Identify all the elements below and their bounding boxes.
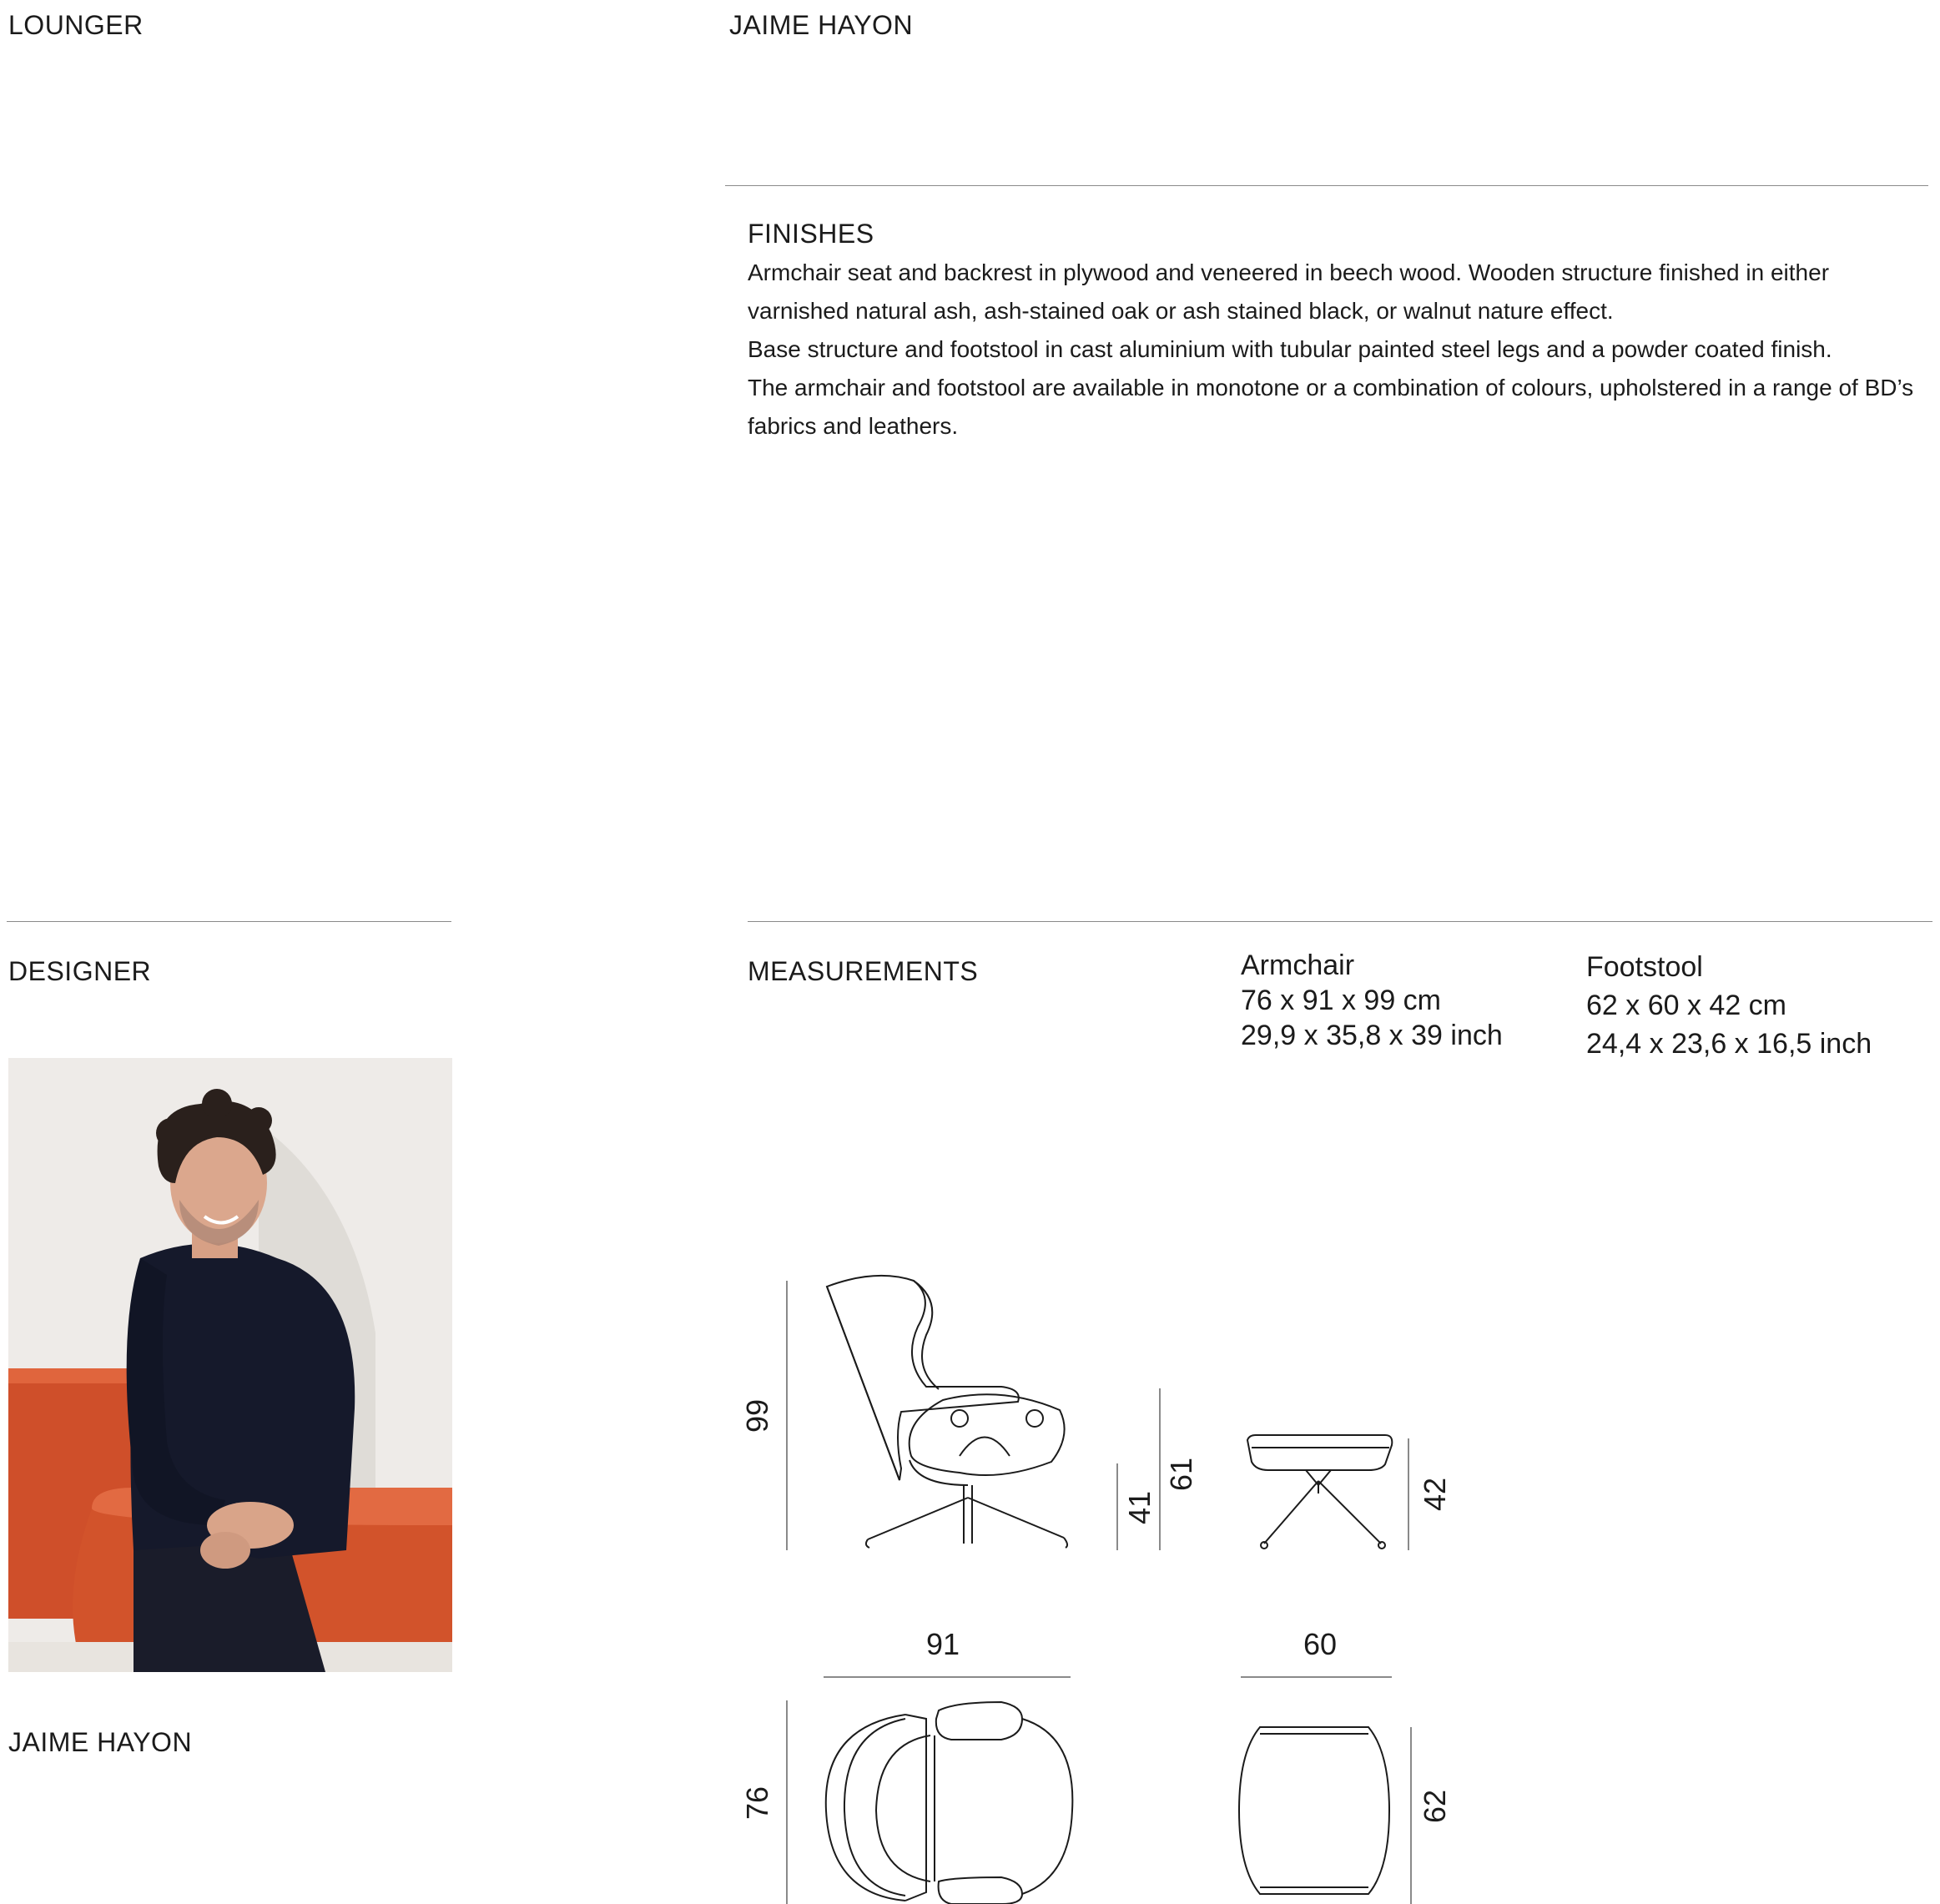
header-designer: JAIME HAYON <box>729 10 914 40</box>
designer-name: JAIME HAYON <box>8 1727 193 1757</box>
footstool-inch: 24,4 x 23,6 x 16,5 inch <box>1586 1028 1872 1060</box>
finishes-title: FINISHES <box>748 219 874 249</box>
dim-seat-height-label: 41 <box>1121 1490 1156 1525</box>
armchair-name: Armchair <box>1241 949 1355 981</box>
finishes-paragraph: Base structure and footstool in cast aluminium with tubular painted steel legs and a powder coated finish. <box>748 336 1832 362</box>
dim-armchair-depth-label: 76 <box>739 1786 774 1821</box>
armchair-cm: 76 x 91 x 99 cm <box>1241 985 1442 1016</box>
dim-footstool-depth-label: 62 <box>1417 1789 1452 1824</box>
footstool-side-view <box>1247 1435 1392 1549</box>
dim-armchair-height-label: 99 <box>739 1398 774 1433</box>
measurements-title: MEASUREMENTS <box>748 956 979 986</box>
footstool-name: Footstool <box>1586 951 1703 983</box>
dim-footstool-height-label: 42 <box>1417 1477 1452 1512</box>
footstool-cm: 62 x 60 x 42 cm <box>1586 990 1787 1021</box>
armchair-inch: 29,9 x 35,8 x 39 inch <box>1241 1020 1503 1051</box>
dim-arm-height-label: 61 <box>1163 1457 1198 1492</box>
armchair-top-view <box>826 1702 1073 1904</box>
dim-footstool-width-label: 60 <box>1303 1627 1338 1661</box>
footstool-top-view <box>1239 1727 1389 1894</box>
finishes-paragraph: The armchair and footstool are available in monotone or a combination of colours, upholstered in a range of BD’s fabrics and leathers. <box>748 375 1914 439</box>
dim-armchair-width-label: 91 <box>925 1627 960 1661</box>
product-title: LOUNGER <box>8 10 144 40</box>
finishes-paragraph: Armchair seat and backrest in plywood and veneered in beech wood. Wooden structure finished in either varnished natural ash, ash-stained oak or ash stained black, or walnut nature effect. <box>748 259 1830 324</box>
armchair-side-view <box>827 1276 1067 1548</box>
designer-title: DESIGNER <box>8 956 152 986</box>
